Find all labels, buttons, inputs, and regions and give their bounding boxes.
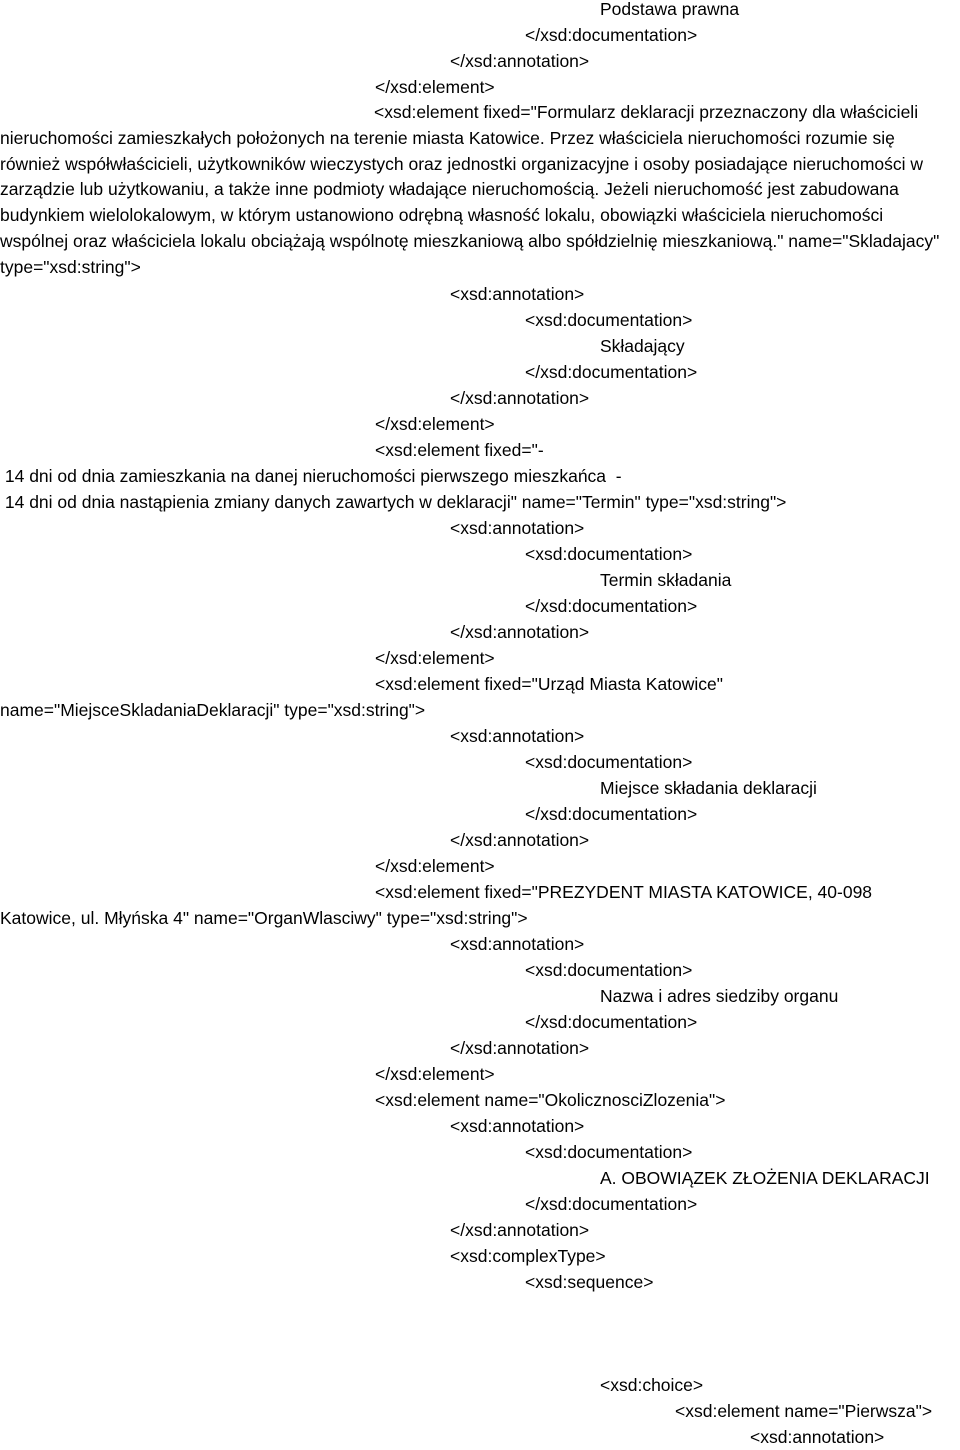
closing-element-tag: </xsd:element> [375,1064,495,1084]
closing-annotation-tag: </xsd:annotation> [450,622,590,642]
closing-annotation-tag: </xsd:annotation> [450,830,590,850]
closing-annotation-tag: </xsd:annotation> [450,51,590,71]
opening-documentation-tag: <xsd:documentation> [525,960,693,980]
sequence-tag: <xsd:sequence> [525,1272,654,1292]
element-pierwsza-open: <xsd:element name="Pierwsza"> [675,1401,933,1421]
element-miejsce-open: <xsd:element fixed="Urząd Miasta Katowice" [375,674,724,694]
closing-annotation-tag: </xsd:annotation> [450,1220,590,1240]
closing-element-tag: </xsd:element> [375,414,495,434]
closing-documentation-tag: </xsd:documentation> [525,1012,698,1032]
element-termin-open: <xsd:element fixed="- [375,440,544,460]
choice-tag: <xsd:choice> [600,1375,704,1395]
element-skladajacy-definition: <xsd:element fixed="Formularz deklaracji przeznaczony dla właścicieli nieruchomości zamieszkałych położonych na terenie miasta Katowice. Przez właściciela nieruchomości rozumie się również współwłaścicieli, użytkowników wieczystych oraz jednostki organizacyjne i osoby posiadające nieruchomości w zarządzie lub użytkowaniu, a także inne podmioty władające nieruchomością. Jeżeli nieruchomość jest zabudowana budynkiem wielolokalowym, w którym ustanowiono odrębną własność lokalu, obowiązki właściciela nieruchomości wspólnej oraz właściciela lokalu obciążają wspólnotę mieszkaniową albo spółdzielnię mieszkaniową." name="Skladajacy" type="xsd:string"> [0,102,940,277]
opening-annotation-tag: <xsd:annotation> [450,934,585,954]
opening-documentation-tag: <xsd:documentation> [525,1142,693,1162]
element-organ-open: <xsd:element fixed="PREZYDENT MIASTA KATOWICE, 40-098 [375,882,873,902]
complex-type-tag: <xsd:complexType> [450,1246,606,1266]
closing-element-tag: </xsd:element> [375,648,495,668]
element-termin-line-1: 14 dni od dnia zamieszkania na danej nieruchomości pierwszego mieszkańca - [0,466,622,486]
closing-element-tag: </xsd:element> [375,77,495,97]
opening-annotation-tag: <xsd:annotation> [450,518,585,538]
opening-annotation-tag: <xsd:annotation> [750,1427,885,1447]
doc-text-termin-skladania: Termin składania [600,570,732,590]
doc-text-skladajacy: Składający [600,336,685,356]
opening-annotation-tag: <xsd:annotation> [450,1116,585,1136]
doc-text-podstawa-prawna: Podstawa prawna [600,0,740,19]
doc-text-section-a: A. OBOWIĄZEK ZŁOŻENIA DEKLARACJI [600,1168,930,1188]
closing-annotation-tag: </xsd:annotation> [450,388,590,408]
opening-annotation-tag: <xsd:annotation> [450,726,585,746]
closing-element-tag: </xsd:element> [375,856,495,876]
element-okolicznosci-open: <xsd:element name="OkolicznosciZlozenia"> [375,1090,726,1110]
opening-annotation-tag: <xsd:annotation> [450,284,585,304]
closing-documentation-tag: </xsd:documentation> [525,362,698,382]
opening-documentation-tag: <xsd:documentation> [525,544,693,564]
closing-annotation-tag: </xsd:annotation> [450,1038,590,1058]
doc-text-miejsce-skladania: Miejsce składania deklaracji [600,778,817,798]
closing-documentation-tag: </xsd:documentation> [525,25,698,45]
doc-text-nazwa-adres: Nazwa i adres siedziby organu [600,986,839,1006]
element-miejsce-attrs: name="MiejsceSkladaniaDeklaracji" type="xsd:string"> [0,700,426,720]
closing-documentation-tag: </xsd:documentation> [525,1194,698,1214]
element-termin-line-2: 14 dni od dnia nastąpienia zmiany danych zawartych w deklaracji" name="Termin" type="xsd:string"> [0,492,787,512]
element-organ-attrs: Katowice, ul. Młyńska 4" name="OrganWlasciwy" type="xsd:string"> [0,908,528,928]
opening-documentation-tag: <xsd:documentation> [525,752,693,772]
closing-documentation-tag: </xsd:documentation> [525,596,698,616]
closing-documentation-tag: </xsd:documentation> [525,804,698,824]
opening-documentation-tag: <xsd:documentation> [525,310,693,330]
